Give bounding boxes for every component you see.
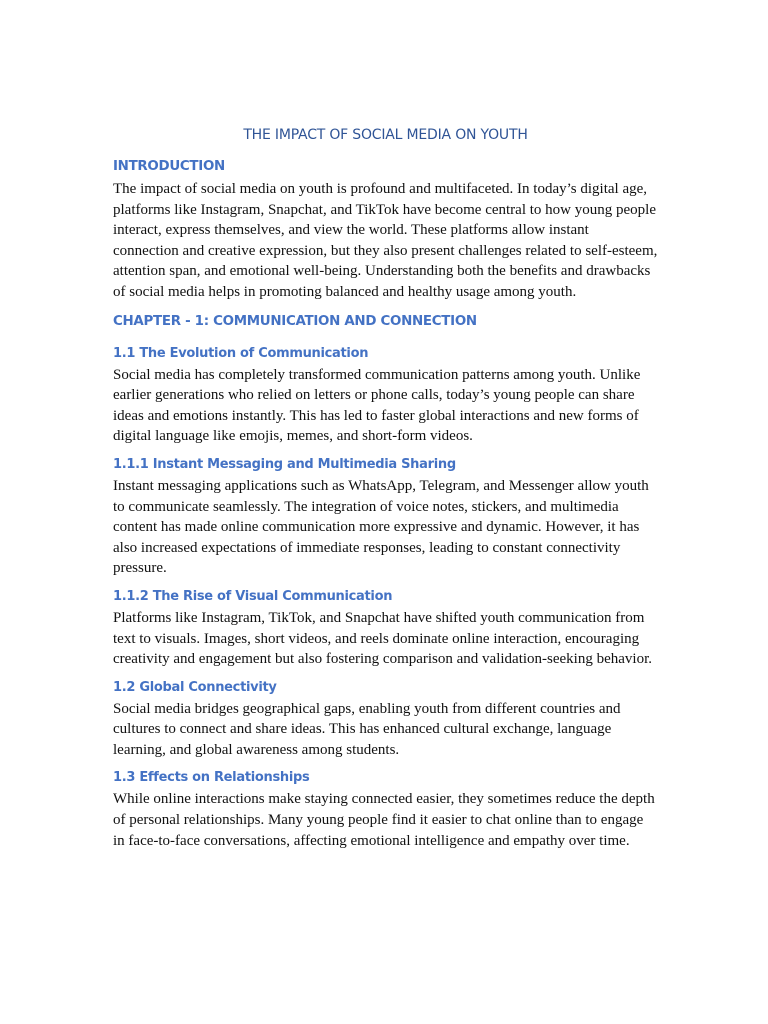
section-1-2-paragraph: Social media bridges geographical gaps, enabling youth from different countries and cultures to connect and share ideas. This has enhanced cultural exchange, language learning, and global awareness among students.	[113, 700, 621, 758]
introduction-heading: INTRODUCTION	[113, 159, 225, 174]
section-1-1-1-paragraph: Instant messaging applications such as WhatsApp, Telegram, and Messenger allow youth to communicate seamlessly. The integration of voice notes, stickers, and multimedia content has made online communication more expressive and dynamic. However, it has also increased expectations of immediate responses, leading to constant connectivity pressure.	[113, 477, 649, 577]
introduction-paragraph: The impact of social media on youth is profound and multifaceted. In today’s digital age, platforms like Instagram, Snapchat, and TikTok have become central to how young people interact, express themselves, and view the world. These platforms allow instant connection and creative expression, but they also present challenges related to self-esteem, attention span, and emotional well-being. Understanding both the benefits and drawbacks of social media helps in promoting balanced and healthy usage among youth.	[113, 181, 658, 300]
section-1-1-paragraph: Social media has completely transformed communication patterns among youth. Unlike earlier generations who relied on letters or phone calls, today’s young people can share ideas and emotions instantly. This has led to faster global interactions and new forms of digital language like emojis, memes, and short-form videos.	[113, 366, 641, 445]
section-1-2-heading: 1.2 Global Connectivity	[113, 679, 277, 695]
section-1-3-heading: 1.3 Effects on Relationships	[113, 770, 310, 786]
chapter-1-heading: CHAPTER - 1: COMMUNICATION AND CONNECTION	[113, 313, 477, 329]
section-1-1-heading: 1.1 The Evolution of Communication	[113, 345, 369, 361]
document-page	[113, 124, 658, 859]
section-1-1-1-heading: 1.1.1 Instant Messaging and Multimedia Sharing	[113, 456, 456, 472]
document-title: THE IMPACT OF SOCIAL MEDIA ON YOUTH	[243, 127, 528, 143]
section-1-3-paragraph: While online interactions make staying connected easier, they sometimes reduce the depth of personal relationships. Many young people find it easier to chat online than to engage in face-to-face conversations, affecting emotional intelligence and empathy over time.	[113, 791, 655, 849]
section-1-1-2-paragraph: Platforms like Instagram, TikTok, and Snapchat have shifted youth communication from text to visuals. Images, short videos, and reels dominate online interaction, encouraging creativity and engagement but also fostering comparison and validation-seeking behavior.	[113, 609, 653, 668]
section-1-1-2-heading: 1.1.2 The Rise of Visual Communication	[113, 588, 393, 604]
